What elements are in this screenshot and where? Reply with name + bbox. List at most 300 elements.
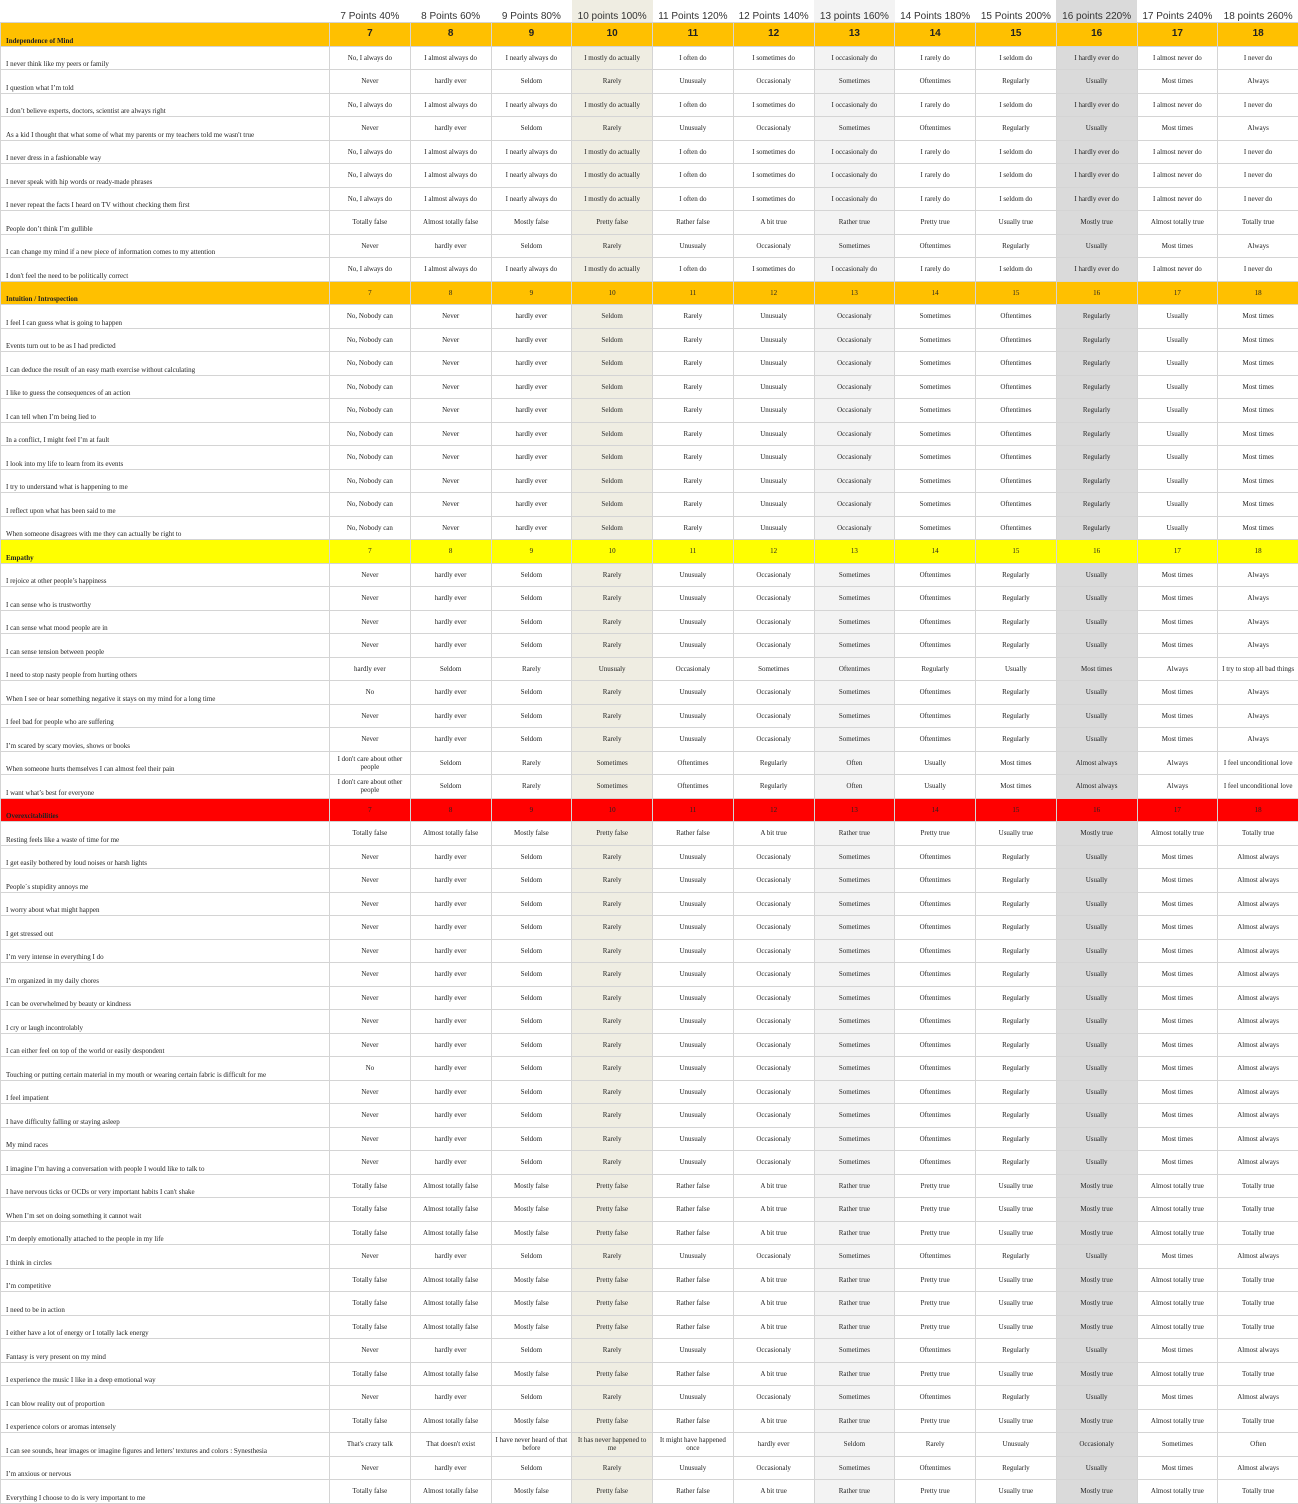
answer-option[interactable]: Almost totally true xyxy=(1137,1221,1218,1245)
answer-option[interactable]: Seldom xyxy=(491,963,572,987)
answer-option[interactable]: Oftentimes xyxy=(976,446,1057,470)
answer-option[interactable]: Occasionaly xyxy=(733,1151,814,1175)
answer-option[interactable]: Usually xyxy=(1137,516,1218,540)
answer-option[interactable]: I nearly always do xyxy=(491,187,572,211)
answer-option[interactable]: hardly ever xyxy=(491,328,572,352)
answer-option[interactable]: Regularly xyxy=(976,610,1057,634)
answer-option[interactable]: Almost totally true xyxy=(1137,1315,1218,1339)
answer-option[interactable]: Usually xyxy=(1056,728,1137,752)
answer-option[interactable]: Usually xyxy=(895,775,976,799)
answer-option[interactable]: Occasionaly xyxy=(733,234,814,258)
answer-option[interactable]: Unusualy xyxy=(653,1010,734,1034)
answer-option[interactable]: Most times xyxy=(1218,493,1298,517)
answer-option[interactable]: hardly ever xyxy=(410,728,491,752)
answer-option[interactable]: Occasionaly xyxy=(733,1386,814,1410)
answer-option[interactable]: Occasionaly xyxy=(733,1127,814,1151)
answer-option[interactable]: Always xyxy=(1218,563,1298,587)
answer-option[interactable]: Rarely xyxy=(572,1010,653,1034)
answer-option[interactable]: Totally true xyxy=(1218,1174,1298,1198)
answer-option[interactable]: I almost always do xyxy=(410,164,491,188)
answer-option[interactable]: Almost totally true xyxy=(1137,1362,1218,1386)
answer-option[interactable]: No, I always do xyxy=(330,187,411,211)
answer-option[interactable]: Oftentimes xyxy=(895,1386,976,1410)
answer-option[interactable]: Rarely xyxy=(572,1104,653,1128)
answer-option[interactable]: Almost totally false xyxy=(410,822,491,846)
answer-option[interactable]: Sometimes xyxy=(895,516,976,540)
answer-option[interactable]: Almost totally true xyxy=(1137,822,1218,846)
answer-option[interactable]: Occasionaly xyxy=(733,1080,814,1104)
answer-option[interactable]: Totally true xyxy=(1218,1292,1298,1316)
answer-option[interactable]: Never xyxy=(330,610,411,634)
answer-option[interactable]: I nearly always do xyxy=(491,93,572,117)
answer-option[interactable]: Never xyxy=(410,352,491,376)
answer-option[interactable]: Usually xyxy=(1137,422,1218,446)
answer-option[interactable]: Regularly xyxy=(895,657,976,681)
answer-option[interactable]: Mostly false xyxy=(491,822,572,846)
answer-option[interactable]: Sometimes xyxy=(814,1127,895,1151)
answer-option[interactable]: Occasionaly xyxy=(733,1456,814,1480)
answer-option[interactable]: Rather true xyxy=(814,1292,895,1316)
answer-option[interactable]: Totally false xyxy=(330,211,411,235)
answer-option[interactable]: hardly ever xyxy=(410,704,491,728)
answer-option[interactable]: hardly ever xyxy=(410,563,491,587)
answer-option[interactable]: Unusualy xyxy=(733,446,814,470)
answer-option[interactable]: Mostly true xyxy=(1056,1315,1137,1339)
answer-option[interactable]: Totally false xyxy=(330,1292,411,1316)
answer-option[interactable]: Never xyxy=(330,1104,411,1128)
answer-option[interactable]: Regularly xyxy=(1056,305,1137,329)
answer-option[interactable]: hardly ever xyxy=(733,1433,814,1457)
answer-option[interactable]: Oftentimes xyxy=(895,610,976,634)
answer-option[interactable]: Never xyxy=(410,328,491,352)
answer-option[interactable]: Almost always xyxy=(1218,1080,1298,1104)
answer-option[interactable]: Unusualy xyxy=(653,1104,734,1128)
answer-option[interactable]: Sometimes xyxy=(814,963,895,987)
answer-option[interactable]: Seldom xyxy=(491,1386,572,1410)
answer-option[interactable]: Most times xyxy=(1218,446,1298,470)
answer-option[interactable]: Oftentimes xyxy=(895,1456,976,1480)
answer-option[interactable]: hardly ever xyxy=(410,1386,491,1410)
answer-option[interactable]: That doesn't exist xyxy=(410,1433,491,1457)
answer-option[interactable]: Oftentimes xyxy=(895,1245,976,1269)
answer-option[interactable]: Seldom xyxy=(572,328,653,352)
answer-option[interactable]: I hardly ever do xyxy=(1056,164,1137,188)
answer-option[interactable]: I never do xyxy=(1218,258,1298,282)
answer-option[interactable]: Unusualy xyxy=(733,399,814,423)
answer-option[interactable]: Sometimes xyxy=(814,986,895,1010)
answer-option[interactable]: Sometimes xyxy=(814,939,895,963)
answer-option[interactable]: hardly ever xyxy=(410,1151,491,1175)
answer-option[interactable]: That's crazy talk xyxy=(330,1433,411,1457)
answer-option[interactable]: Mostly true xyxy=(1056,822,1137,846)
answer-option[interactable]: Seldom xyxy=(491,916,572,940)
answer-option[interactable]: Rarely xyxy=(572,869,653,893)
answer-option[interactable]: Regularly xyxy=(976,1386,1057,1410)
answer-option[interactable]: Usually xyxy=(1056,610,1137,634)
answer-option[interactable]: Seldom xyxy=(491,1339,572,1363)
answer-option[interactable]: Seldom xyxy=(814,1433,895,1457)
answer-option[interactable]: Mostly false xyxy=(491,1409,572,1433)
answer-option[interactable]: Rather true xyxy=(814,211,895,235)
answer-option[interactable]: Usually true xyxy=(976,822,1057,846)
answer-option[interactable]: I often do xyxy=(653,93,734,117)
answer-option[interactable]: hardly ever xyxy=(410,587,491,611)
answer-option[interactable]: Usually true xyxy=(976,1198,1057,1222)
answer-option[interactable]: Sometimes xyxy=(814,1339,895,1363)
answer-option[interactable]: Oftentimes xyxy=(895,563,976,587)
answer-option[interactable]: Usually true xyxy=(976,1480,1057,1504)
answer-option[interactable]: Totally false xyxy=(330,1362,411,1386)
answer-option[interactable]: Regularly xyxy=(976,563,1057,587)
answer-option[interactable]: Usually xyxy=(1137,446,1218,470)
answer-option[interactable]: Regularly xyxy=(976,634,1057,658)
answer-option[interactable]: Regularly xyxy=(733,751,814,775)
answer-option[interactable]: Seldom xyxy=(491,892,572,916)
answer-option[interactable]: Seldom xyxy=(491,939,572,963)
answer-option[interactable]: Oftentimes xyxy=(895,916,976,940)
answer-option[interactable]: Most times xyxy=(1137,1339,1218,1363)
answer-option[interactable]: I almost never do xyxy=(1137,258,1218,282)
answer-option[interactable]: Pretty false xyxy=(572,1362,653,1386)
answer-option[interactable]: Oftentimes xyxy=(895,728,976,752)
answer-option[interactable]: Rarely xyxy=(653,375,734,399)
answer-option[interactable]: Almost totally false xyxy=(410,1480,491,1504)
answer-option[interactable]: A bit true xyxy=(733,1221,814,1245)
answer-option[interactable]: I almost never do xyxy=(1137,46,1218,70)
answer-option[interactable]: I occasionaly do xyxy=(814,46,895,70)
answer-option[interactable]: Unusualy xyxy=(653,610,734,634)
answer-option[interactable]: Regularly xyxy=(976,1057,1057,1081)
answer-option[interactable]: Never xyxy=(330,1386,411,1410)
answer-option[interactable]: Pretty false xyxy=(572,822,653,846)
answer-option[interactable]: Sometimes xyxy=(814,1104,895,1128)
answer-option[interactable]: Most times xyxy=(1218,375,1298,399)
answer-option[interactable]: I nearly always do xyxy=(491,46,572,70)
answer-option[interactable]: Rarely xyxy=(572,587,653,611)
answer-option[interactable]: Occasionaly xyxy=(733,117,814,141)
answer-option[interactable]: Unusualy xyxy=(733,422,814,446)
answer-option[interactable]: I almost never do xyxy=(1137,140,1218,164)
answer-option[interactable]: Usually xyxy=(1137,328,1218,352)
answer-option[interactable]: Regularly xyxy=(1056,446,1137,470)
answer-option[interactable]: I almost always do xyxy=(410,140,491,164)
answer-option[interactable]: Unusualy xyxy=(653,1339,734,1363)
answer-option[interactable]: Oftentimes xyxy=(895,634,976,658)
answer-option[interactable]: Rarely xyxy=(895,1433,976,1457)
answer-option[interactable]: Pretty true xyxy=(895,1268,976,1292)
answer-option[interactable]: No, I always do xyxy=(330,46,411,70)
answer-option[interactable]: Usually xyxy=(1056,939,1137,963)
answer-option[interactable]: Unusualy xyxy=(653,704,734,728)
answer-option[interactable]: Occasionaly xyxy=(733,869,814,893)
answer-option[interactable]: Sometimes xyxy=(572,751,653,775)
answer-option[interactable]: Regularly xyxy=(976,704,1057,728)
answer-option[interactable]: No, Nobody can xyxy=(330,328,411,352)
answer-option[interactable]: Never xyxy=(410,469,491,493)
answer-option[interactable]: Rarely xyxy=(572,117,653,141)
answer-option[interactable]: Unusualy xyxy=(653,986,734,1010)
answer-option[interactable]: Never xyxy=(330,1033,411,1057)
answer-option[interactable]: I sometimes do xyxy=(733,46,814,70)
answer-option[interactable]: Sometimes xyxy=(814,869,895,893)
answer-option[interactable]: Rarely xyxy=(572,1033,653,1057)
answer-option[interactable]: Unusualy xyxy=(733,352,814,376)
answer-option[interactable]: Never xyxy=(330,892,411,916)
answer-option[interactable]: hardly ever xyxy=(410,845,491,869)
answer-option[interactable]: Sometimes xyxy=(814,916,895,940)
answer-option[interactable]: Usually xyxy=(1056,1033,1137,1057)
answer-option[interactable]: Regularly xyxy=(976,1151,1057,1175)
answer-option[interactable]: Never xyxy=(330,704,411,728)
answer-option[interactable]: Oftentimes xyxy=(976,375,1057,399)
answer-option[interactable]: Totally false xyxy=(330,1198,411,1222)
answer-option[interactable]: Most times xyxy=(1218,305,1298,329)
answer-option[interactable]: Occasionaly xyxy=(814,352,895,376)
answer-option[interactable]: Totally false xyxy=(330,1315,411,1339)
answer-option[interactable]: Seldom xyxy=(491,610,572,634)
answer-option[interactable]: Never xyxy=(330,869,411,893)
answer-option[interactable]: Almost totally false xyxy=(410,1409,491,1433)
answer-option[interactable]: Seldom xyxy=(491,681,572,705)
answer-option[interactable]: Totally false xyxy=(330,1409,411,1433)
answer-option[interactable]: Never xyxy=(410,375,491,399)
answer-option[interactable]: Never xyxy=(410,422,491,446)
answer-option[interactable]: Regularly xyxy=(976,117,1057,141)
answer-option[interactable]: I nearly always do xyxy=(491,258,572,282)
answer-option[interactable]: Oftentimes xyxy=(895,587,976,611)
answer-option[interactable]: Sometimes xyxy=(814,587,895,611)
answer-option[interactable]: I often do xyxy=(653,46,734,70)
answer-option[interactable]: Almost always xyxy=(1218,986,1298,1010)
answer-option[interactable]: Never xyxy=(330,234,411,258)
answer-option[interactable]: Oftentimes xyxy=(895,892,976,916)
answer-option[interactable]: Oftentimes xyxy=(895,117,976,141)
answer-option[interactable]: Sometimes xyxy=(895,305,976,329)
answer-option[interactable]: Mostly false xyxy=(491,1362,572,1386)
answer-option[interactable]: Sometimes xyxy=(895,399,976,423)
answer-option[interactable]: Usually xyxy=(1056,1386,1137,1410)
answer-option[interactable]: Almost always xyxy=(1218,1456,1298,1480)
answer-option[interactable]: Unusualy xyxy=(653,1033,734,1057)
answer-option[interactable]: Sometimes xyxy=(814,1456,895,1480)
answer-option[interactable]: Almost totally false xyxy=(410,211,491,235)
answer-option[interactable]: Rarely xyxy=(572,986,653,1010)
answer-option[interactable]: Seldom xyxy=(572,493,653,517)
answer-option[interactable]: Seldom xyxy=(491,1057,572,1081)
answer-option[interactable]: I seldom do xyxy=(976,93,1057,117)
answer-option[interactable]: Rather false xyxy=(653,1268,734,1292)
answer-option[interactable]: hardly ever xyxy=(410,963,491,987)
answer-option[interactable]: hardly ever xyxy=(491,446,572,470)
answer-option[interactable]: Oftentimes xyxy=(895,681,976,705)
answer-option[interactable]: Unusualy xyxy=(653,845,734,869)
answer-option[interactable]: Oftentimes xyxy=(653,751,734,775)
answer-option[interactable]: Occasionaly xyxy=(733,845,814,869)
answer-option[interactable]: I occasionaly do xyxy=(814,258,895,282)
answer-option[interactable]: Unusualy xyxy=(653,634,734,658)
answer-option[interactable]: Rarely xyxy=(491,657,572,681)
answer-option[interactable]: Always xyxy=(1218,634,1298,658)
answer-option[interactable]: Oftentimes xyxy=(895,1057,976,1081)
answer-option[interactable]: No, Nobody can xyxy=(330,399,411,423)
answer-option[interactable]: Regularly xyxy=(976,70,1057,94)
answer-option[interactable]: I mostly do actually xyxy=(572,187,653,211)
answer-option[interactable]: Mostly false xyxy=(491,1315,572,1339)
answer-option[interactable]: Sometimes xyxy=(814,1151,895,1175)
answer-option[interactable]: A bit true xyxy=(733,1174,814,1198)
answer-option[interactable]: Most times xyxy=(1056,657,1137,681)
answer-option[interactable]: I nearly always do xyxy=(491,140,572,164)
answer-option[interactable]: Pretty true xyxy=(895,1409,976,1433)
answer-option[interactable]: I seldom do xyxy=(976,187,1057,211)
answer-option[interactable]: Oftentimes xyxy=(976,469,1057,493)
answer-option[interactable]: Sometimes xyxy=(895,422,976,446)
answer-option[interactable]: Rather true xyxy=(814,1315,895,1339)
answer-option[interactable]: Usually true xyxy=(976,1409,1057,1433)
answer-option[interactable]: Seldom xyxy=(572,305,653,329)
answer-option[interactable]: No, Nobody can xyxy=(330,352,411,376)
answer-option[interactable]: Sometimes xyxy=(733,657,814,681)
answer-option[interactable]: Most times xyxy=(1137,1386,1218,1410)
answer-option[interactable]: I mostly do actually xyxy=(572,140,653,164)
answer-option[interactable]: Usually xyxy=(1137,399,1218,423)
answer-option[interactable]: Usually true xyxy=(976,211,1057,235)
answer-option[interactable]: A bit true xyxy=(733,211,814,235)
answer-option[interactable]: Oftentimes xyxy=(976,516,1057,540)
answer-option[interactable]: I hardly ever do xyxy=(1056,140,1137,164)
answer-option[interactable]: hardly ever xyxy=(410,939,491,963)
answer-option[interactable]: Rather true xyxy=(814,1198,895,1222)
answer-option[interactable]: Mostly true xyxy=(1056,1268,1137,1292)
answer-option[interactable]: I sometimes do xyxy=(733,93,814,117)
answer-option[interactable]: Occasionaly xyxy=(733,1245,814,1269)
answer-option[interactable]: I hardly ever do xyxy=(1056,46,1137,70)
answer-option[interactable]: Oftentimes xyxy=(895,1033,976,1057)
answer-option[interactable]: Most times xyxy=(1137,1245,1218,1269)
answer-option[interactable]: Most times xyxy=(1137,845,1218,869)
answer-option[interactable]: Most times xyxy=(1218,352,1298,376)
answer-option[interactable]: Occasionaly xyxy=(653,657,734,681)
answer-option[interactable]: Oftentimes xyxy=(976,399,1057,423)
answer-option[interactable]: Usually true xyxy=(976,1315,1057,1339)
answer-option[interactable]: Regularly xyxy=(1056,375,1137,399)
answer-option[interactable]: Seldom xyxy=(491,1151,572,1175)
answer-option[interactable]: Most times xyxy=(1137,728,1218,752)
answer-option[interactable]: Never xyxy=(330,1151,411,1175)
answer-option[interactable]: I mostly do actually xyxy=(572,46,653,70)
answer-option[interactable]: Oftentimes xyxy=(895,1104,976,1128)
answer-option[interactable]: Almost totally true xyxy=(1137,1268,1218,1292)
answer-option[interactable]: Rarely xyxy=(572,1245,653,1269)
answer-option[interactable]: Regularly xyxy=(976,1080,1057,1104)
answer-option[interactable]: I feel unconditional love xyxy=(1218,775,1298,799)
answer-option[interactable]: hardly ever xyxy=(491,516,572,540)
answer-option[interactable]: Usually true xyxy=(976,1221,1057,1245)
answer-option[interactable]: Unusualy xyxy=(653,70,734,94)
answer-option[interactable]: Regularly xyxy=(976,1127,1057,1151)
answer-option[interactable]: Seldom xyxy=(572,422,653,446)
answer-option[interactable]: Most times xyxy=(1218,469,1298,493)
answer-option[interactable]: Occasionaly xyxy=(733,728,814,752)
answer-option[interactable]: Usually xyxy=(1137,493,1218,517)
answer-option[interactable]: Unusualy xyxy=(653,939,734,963)
answer-option[interactable]: Never xyxy=(330,563,411,587)
answer-option[interactable]: Sometimes xyxy=(814,728,895,752)
answer-option[interactable]: Rarely xyxy=(572,704,653,728)
answer-option[interactable]: Rarely xyxy=(572,916,653,940)
answer-option[interactable]: A bit true xyxy=(733,1292,814,1316)
answer-option[interactable]: Never xyxy=(410,493,491,517)
answer-option[interactable]: Usually true xyxy=(976,1174,1057,1198)
answer-option[interactable]: hardly ever xyxy=(410,1104,491,1128)
answer-option[interactable]: Almost always xyxy=(1218,1151,1298,1175)
answer-option[interactable]: Totally true xyxy=(1218,1362,1298,1386)
answer-option[interactable]: No xyxy=(330,681,411,705)
answer-option[interactable]: Never xyxy=(410,446,491,470)
answer-option[interactable]: Sometimes xyxy=(814,70,895,94)
answer-option[interactable]: Oftentimes xyxy=(895,939,976,963)
answer-option[interactable]: Most times xyxy=(1137,1057,1218,1081)
answer-option[interactable]: Oftentimes xyxy=(895,963,976,987)
answer-option[interactable]: Occasionaly xyxy=(733,1010,814,1034)
answer-option[interactable]: Occasionaly xyxy=(814,305,895,329)
answer-option[interactable]: It has never happened to me xyxy=(572,1433,653,1457)
answer-option[interactable]: Totally true xyxy=(1218,211,1298,235)
answer-option[interactable]: Mostly false xyxy=(491,1268,572,1292)
answer-option[interactable]: Regularly xyxy=(976,939,1057,963)
answer-option[interactable]: Totally false xyxy=(330,1221,411,1245)
answer-option[interactable]: Pretty false xyxy=(572,1198,653,1222)
answer-option[interactable]: Rather true xyxy=(814,1174,895,1198)
answer-option[interactable]: Usually xyxy=(1056,845,1137,869)
answer-option[interactable]: Oftentimes xyxy=(895,1080,976,1104)
answer-option[interactable]: Sometimes xyxy=(814,704,895,728)
answer-option[interactable]: I occasionaly do xyxy=(814,187,895,211)
answer-option[interactable]: Rather true xyxy=(814,1480,895,1504)
answer-option[interactable]: I mostly do actually xyxy=(572,164,653,188)
answer-option[interactable]: Almost totally true xyxy=(1137,211,1218,235)
answer-option[interactable]: Most times xyxy=(976,775,1057,799)
answer-option[interactable]: Always xyxy=(1218,610,1298,634)
answer-option[interactable]: Rather false xyxy=(653,1198,734,1222)
answer-option[interactable]: Rarely xyxy=(653,399,734,423)
answer-option[interactable]: Rarely xyxy=(572,1127,653,1151)
answer-option[interactable]: Never xyxy=(330,939,411,963)
answer-option[interactable]: Sometimes xyxy=(814,234,895,258)
answer-option[interactable]: I occasionaly do xyxy=(814,140,895,164)
answer-option[interactable]: Mostly true xyxy=(1056,211,1137,235)
answer-option[interactable]: hardly ever xyxy=(491,422,572,446)
answer-option[interactable]: Almost totally false xyxy=(410,1292,491,1316)
answer-option[interactable]: Totally true xyxy=(1218,1221,1298,1245)
answer-option[interactable]: Rather false xyxy=(653,1480,734,1504)
answer-option[interactable]: I have never heard of that before xyxy=(491,1433,572,1457)
answer-option[interactable]: Usually xyxy=(1056,1339,1137,1363)
answer-option[interactable]: Unusualy xyxy=(653,728,734,752)
answer-option[interactable]: Usually true xyxy=(976,1292,1057,1316)
answer-option[interactable]: Seldom xyxy=(491,869,572,893)
answer-option[interactable]: Usually xyxy=(1137,469,1218,493)
answer-option[interactable]: Sometimes xyxy=(895,469,976,493)
answer-option[interactable]: hardly ever xyxy=(410,234,491,258)
answer-option[interactable]: Never xyxy=(410,399,491,423)
answer-option[interactable]: Unusualy xyxy=(653,1151,734,1175)
answer-option[interactable]: I occasionaly do xyxy=(814,93,895,117)
answer-option[interactable]: Totally false xyxy=(330,1268,411,1292)
answer-option[interactable]: Oftentimes xyxy=(895,845,976,869)
answer-option[interactable]: Usually xyxy=(1137,352,1218,376)
answer-option[interactable]: Mostly false xyxy=(491,1480,572,1504)
